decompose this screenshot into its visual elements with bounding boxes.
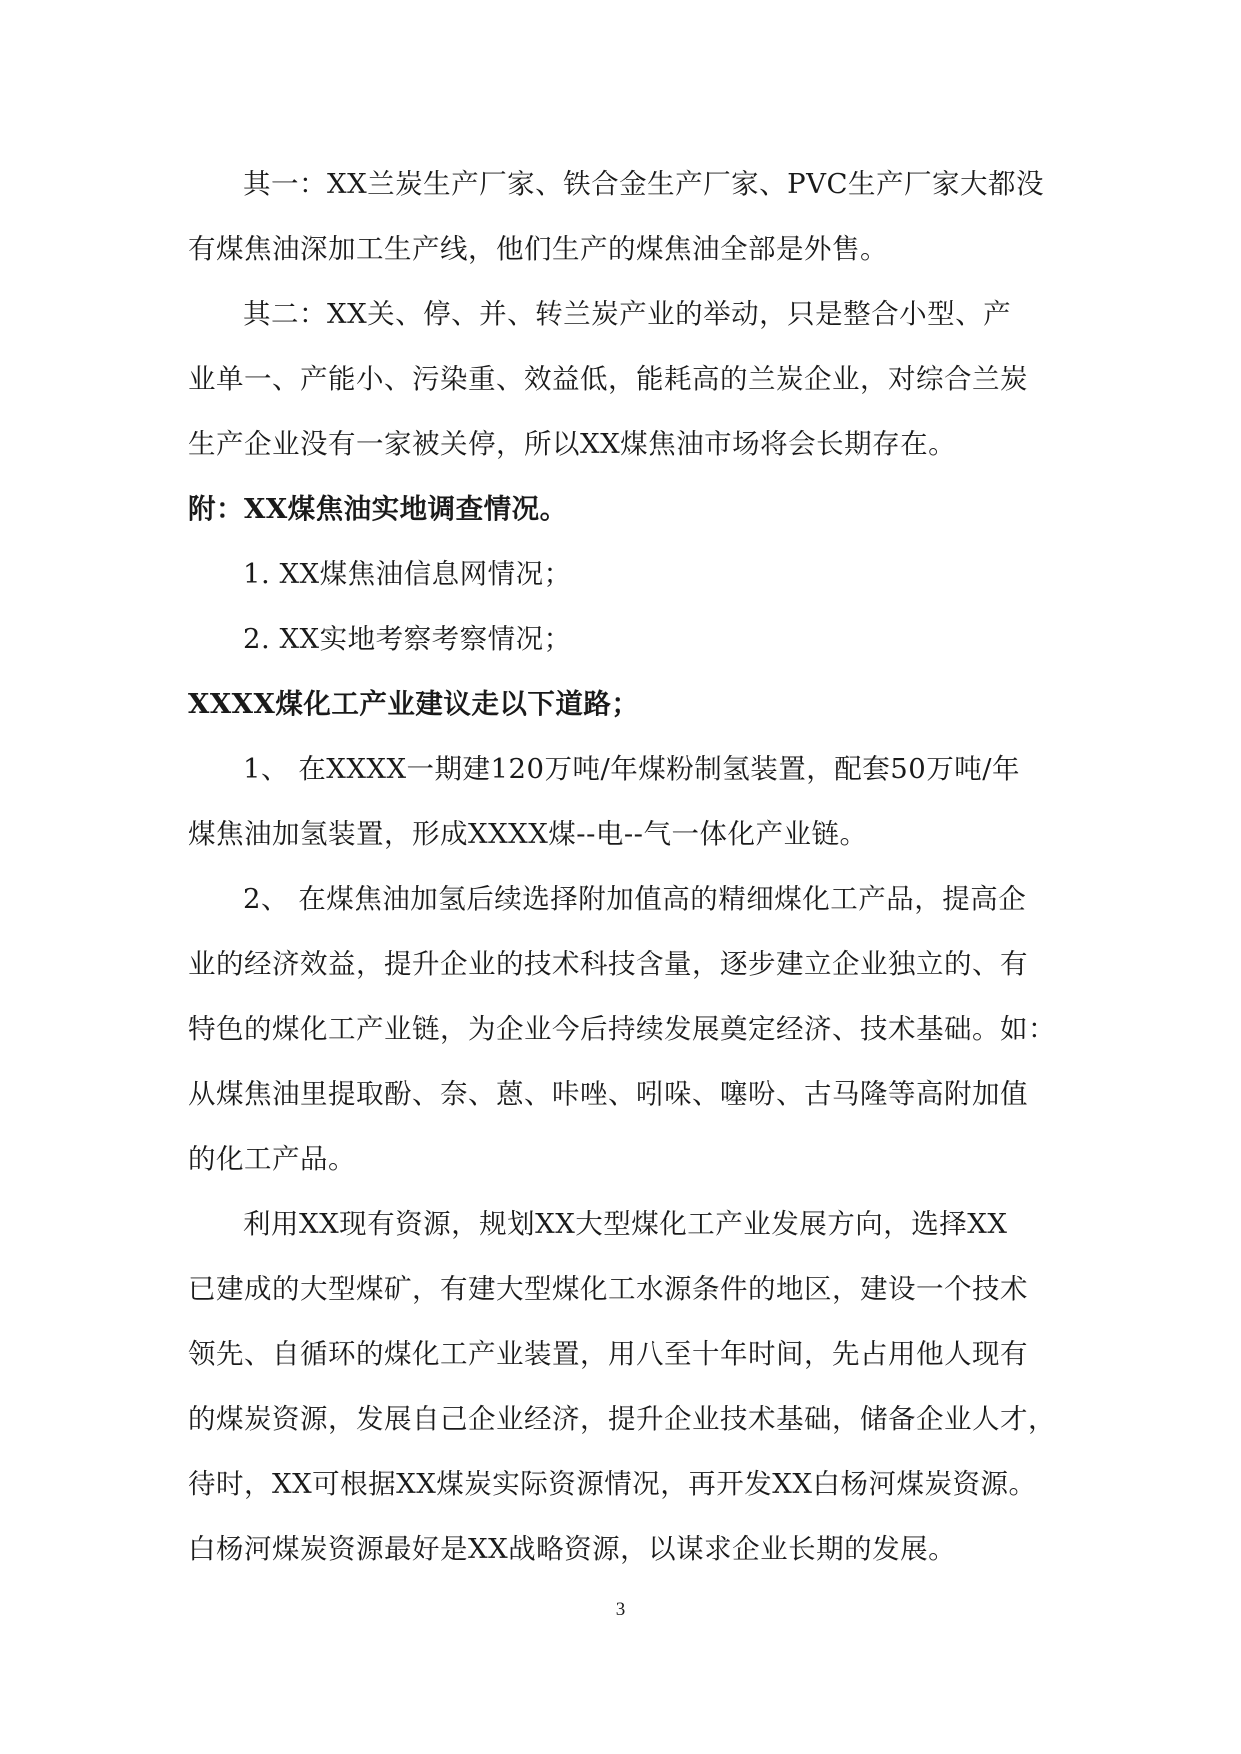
paragraph-line: 领先、自循环的煤化工产业装置，用八至十年时间，先占用他人现有 [188, 1338, 1028, 1370]
paragraph-line: 的煤炭资源，发展自己企业经济，提升企业技术基础，储备企业人才， [188, 1403, 1056, 1435]
list-item: 1. XX煤焦油信息网情况； [243, 558, 572, 590]
paragraph-line: 其一：XX兰炭生产厂家、铁合金生产厂家、PVC生产厂家大都没 [243, 168, 1045, 200]
paragraph-line: 特色的煤化工产业链，为企业今后持续发展奠定经济、技术基础。如： [188, 1013, 1056, 1045]
paragraph-line: 2、 在煤焦油加氢后续选择附加值高的精细煤化工产品，提高企 [243, 883, 1027, 915]
page-number: 3 [615, 1599, 626, 1620]
paragraph-line: 从煤焦油里提取酚、奈、蒽、咔唑、吲哚、噻吩、古马隆等高附加值 [188, 1078, 1028, 1110]
paragraph-line: 业单一、产能小、污染重、效益低，能耗高的兰炭企业，对综合兰炭 [188, 363, 1028, 395]
paragraph-line: 白杨河煤炭资源最好是XX战略资源，以谋求企业长期的发展。 [188, 1533, 957, 1565]
paragraph-line: 生产企业没有一家被关停，所以XX煤焦油市场将会长期存在。 [188, 428, 957, 460]
paragraph-line: 其二：XX关、停、并、转兰炭产业的举动，只是整合小型、产 [243, 298, 1012, 330]
paragraph-line: 待时，XX可根据XX煤炭实际资源情况，再开发XX白杨河煤炭资源。 [188, 1468, 1037, 1500]
list-item: 2. XX实地考察考察情况； [243, 623, 572, 655]
paragraph-line: 1、 在XXXX一期建120万吨/年煤粉制氢装置，配套50万吨/年 [243, 753, 1021, 785]
section-heading: XXXX煤化工产业建议走以下道路； [188, 688, 640, 720]
paragraph-line: 业的经济效益，提升企业的技术科技含量，逐步建立企业独立的、有 [188, 948, 1028, 980]
paragraph-line: 的化工产品。 [188, 1143, 356, 1175]
paragraph-line: 煤焦油加氢装置，形成XXXX煤--电--气一体化产业链。 [188, 818, 868, 850]
paragraph-line: 有煤焦油深加工生产线，他们生产的煤焦油全部是外售。 [188, 233, 888, 265]
paragraph-line: 已建成的大型煤矿，有建大型煤化工水源条件的地区，建设一个技术 [188, 1273, 1028, 1305]
appendix-heading: 附：XX煤焦油实地调查情况。 [188, 493, 568, 525]
paragraph-line: 利用XX现有资源，规划XX大型煤化工产业发展方向，选择XX [243, 1208, 1008, 1240]
